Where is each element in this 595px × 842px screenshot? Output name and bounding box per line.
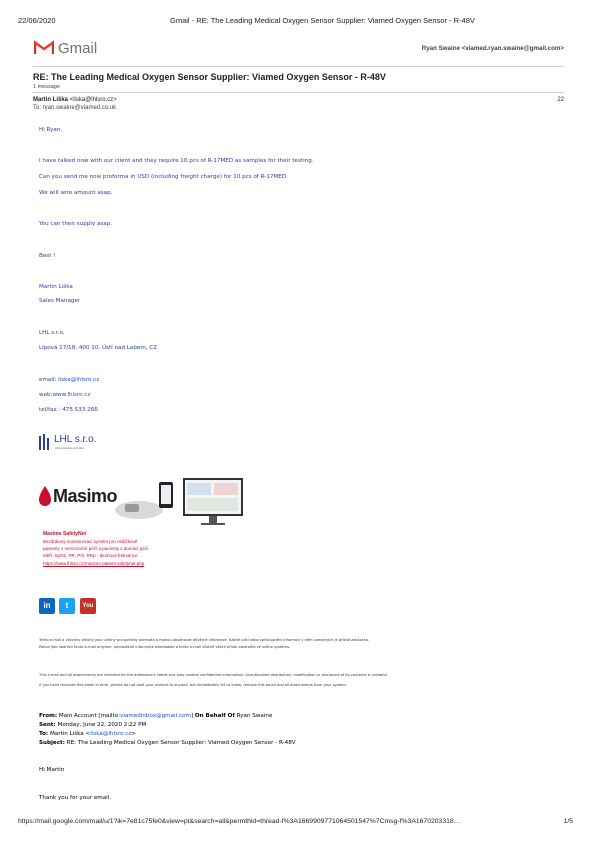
account-email: Ryan Swaine <viamed.ryan.swaine@gmail.com> — [421, 45, 564, 52]
signature-company: LHL s.r.o. — [39, 330, 65, 336]
quoted-to-link[interactable]: liska@lhlsro.cz — [90, 731, 132, 737]
body-paragraph-4: You can then supply asap. — [39, 221, 113, 227]
lhl-logo — [39, 434, 109, 452]
disclaimer-en-1: This e-mail and all attachments are intended for the addressee's needs and may contain confidential information. Unauthorized distribution, modification or disclosure of its contents is unlawful. — [39, 673, 389, 677]
body-paragraph-1: I have talked now with our client and they require 10 pcs of R-17MED as samples for their testing. — [39, 158, 314, 164]
quoted-to-name: Martin Liška < — [49, 731, 91, 737]
quoted-from-text: Main Account [mailto: — [58, 713, 121, 719]
quoted-on-behalf-label: On Behalf Of — [194, 713, 235, 719]
sender — [33, 97, 117, 103]
sender-email: <liska@lhlsro.cz> — [69, 97, 117, 103]
print-date: 22/06/2020 — [18, 16, 56, 25]
body-paragraph-2: Can you send me now proforma in USD (including freight charge) for 10 pcs of R-17MED. — [39, 174, 288, 180]
quoted-from-end: ] — [190, 713, 194, 719]
header-divider — [33, 66, 564, 67]
masimo-product: Masimo SafetyNet — [43, 531, 87, 537]
twitter-icon[interactable]: t — [59, 598, 75, 614]
signature-email — [39, 377, 99, 383]
masimo-desc-2: pacienty s nemocniční péčí a pacienty v domácí péči — [43, 546, 149, 551]
lhl-mark-icon — [39, 434, 51, 450]
signature-web — [39, 392, 90, 398]
quoted-greeting: Hi Martin — [39, 767, 65, 773]
gmail-logo-icon — [34, 40, 54, 55]
quoted-from-link[interactable]: viamedinbox@gmail.com — [120, 713, 191, 719]
masimo-wordmark: Masimo — [53, 486, 118, 506]
quoted-to-end: > — [131, 731, 136, 737]
signature-web-label: web: — [39, 392, 53, 398]
gmail-wordmark: Gmail — [58, 40, 98, 57]
signature-email-label: email: — [39, 377, 57, 383]
quoted-subject-value: RE: The Leading Medical Oxygen Sensor Supplier: Viamed Oxygen Sensor - R-48V — [66, 740, 296, 746]
thread-subject: RE: The Leading Medical Oxygen Sensor Supplier: Viamed Oxygen Sensor - R-48V — [33, 72, 386, 82]
disclaimer-en-2: If you have received this email in error, please do not post your content to anyone, but immediately let us know, remove this email and all attachments from your system. — [39, 683, 347, 687]
body-closing: Best ! — [39, 253, 56, 259]
lhl-logo-text: LHL s.r.o. — [54, 434, 97, 445]
body-paragraph-3: We will wire amount asap. — [39, 190, 113, 196]
disclaimer-cz-2: Pokud jste obdrželi tento e-mail omylem, neprodleně informujte odesílatele a tento e-mail včetně všech příloh odstraňte ze svého systému. — [39, 645, 291, 649]
quoted-to — [39, 731, 136, 737]
quoted-on-behalf-name: Ryan Swaine — [236, 713, 273, 719]
signature-name: Martin Liška — [39, 284, 73, 290]
signature-email-link[interactable]: liska@lhlsro.cz — [58, 377, 100, 383]
print-footer-url: https://mail.google.com/mail/u/1?ik=7e81c75fe0&view=pt&search=all&permthid=thread-f%3A1669909771064501547%7Cmsg-f%3A1670203318… — [18, 818, 461, 825]
quoted-to-label: To: — [39, 731, 49, 737]
quoted-body-1: Thank you for your email. — [39, 795, 112, 801]
message-count: 1 message — [33, 84, 60, 90]
message-date: 22 — [557, 97, 564, 103]
body-greeting: Hi Ryan, — [39, 127, 63, 133]
masimo-banner — [39, 472, 244, 572]
quoted-from-label: From: — [39, 713, 58, 719]
device-illustration — [111, 476, 246, 528]
masimo-logo-icon — [39, 486, 51, 510]
youtube-icon[interactable]: You — [80, 598, 96, 614]
quoted-sent-label: Sent: — [39, 722, 56, 728]
quoted-subject-label: Subject: — [39, 740, 65, 746]
disclaimer-cz-1: Tento e-mail a všechny přílohy jsou určeny pro potřeby adresáta a mohou obsahovat důvěrné informace. Každé užití nebo zpřístupnění informací v něm uvedených je přísně zakázáno. — [39, 638, 370, 642]
signature-tel: tel/fax : 475 533 266 — [39, 407, 98, 413]
masimo-desc-3: Měří: SpO2, PR, PVi, RRp - dechová frekvence — [43, 553, 138, 558]
quoted-sent — [39, 722, 146, 728]
masimo-desc-1: Bezdrátový monitorovací systém pro nelůžkové — [43, 539, 138, 544]
signature-role: Sales Manager — [39, 298, 81, 304]
thread-divider — [33, 92, 564, 93]
masimo-url[interactable]: https://www.lhlsro.cz/masimo-patient-safetynet.php — [43, 561, 145, 566]
print-page-number: 1/5 — [563, 818, 573, 825]
quoted-from — [39, 713, 272, 719]
linkedin-icon[interactable]: in — [39, 598, 55, 614]
print-title: Gmail - RE: The Leading Medical Oxygen Sensor Supplier: Viamed Oxygen Sensor - R-48V — [170, 16, 475, 25]
quoted-subject — [39, 740, 296, 746]
lhl-logo-tagline: zdravotnická technika — [55, 446, 84, 450]
recipient: To: ryan.swaine@viamed.co.uk — [33, 105, 117, 111]
signature-address: Lipová 17/18, 400 10, Ústí nad Labem, CZ — [39, 345, 158, 351]
quoted-sent-value: Monday, June 22, 2020 2:22 PM — [57, 722, 147, 728]
signature-web-link[interactable]: www.lhlsro.cz — [52, 392, 91, 398]
sender-name: Martin Liška — [33, 97, 69, 103]
